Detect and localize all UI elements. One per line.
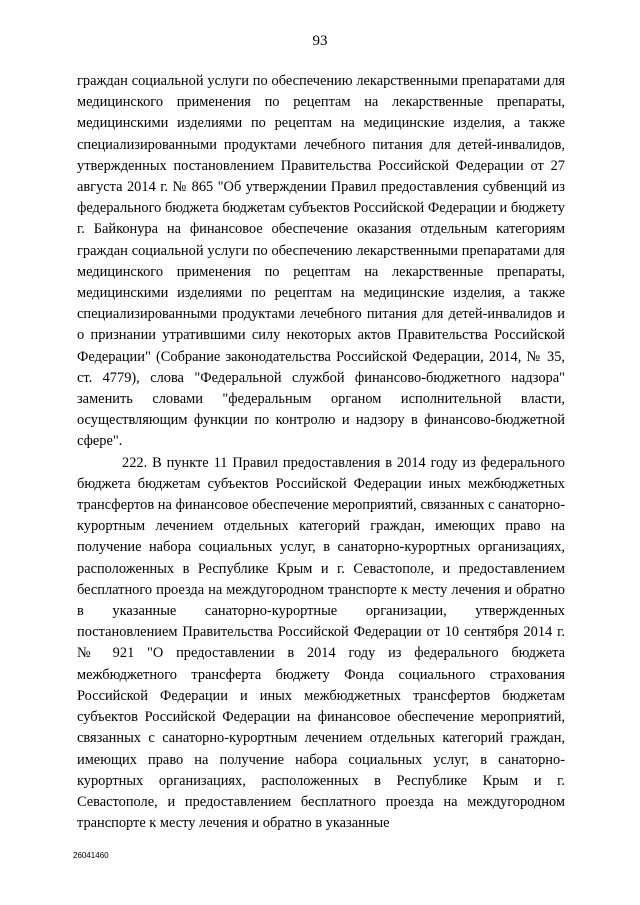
paragraph-continuation: граждан социальной услуги по обеспечению лекарственными препаратами для медицинского применения по рецептам на лекарственные препараты, медицинскими изделиями по рецептам на медицинские изделия, а также специализированными продуктами лечебного питания для детей-инвалидов, утвержденных постановлением Правительства Российской Федерации от 27 августа 2014 г. № 865 "Об утверждении Правил предоставления субвенций из федерального бюджета бюджетам субъектов Российской Федерации и бюджету г. Байконура на финансовое обеспечение оказания отдельным категориям граждан социальной услуги по обеспечению лекарственными препаратами для медицинского применения по рецептам на лекарственные препараты, медицинскими изделиями по рецептам на медицинские изделия, а также специализированными продуктами лечебного питания для детей-инвалидов и о признании утратившими силу некоторых актов Правительства Российской Федерации" (Собрание законодательства Российской Федерации, 2014, № 35, ст. 4779), слова "Федеральной службой финансово-бюджетного надзора" заменить словами "федеральным органом исполнительной власти, осуществляющим функции по контролю и надзору в финансово-бюджетной сфере".	[77, 73, 565, 450]
page-number: 93	[312, 33, 328, 49]
paragraph-item-222: 222. В пункте 11 Правил предоставления в 2014 году из федерального бюджета бюджетам субъектов Российской Федерации иных межбюджетных трансфертов на финансовое обеспечение мероприятий, связанных с санаторно-курортным лечением отдельных категорий граждан, имеющих право на получение набора социальных услуг, в санаторно-курортных организациях, расположенных в Республике Крым и г. Севастополе, и предоставлением бесплатного проезда на междугородном транспорте к месту лечения и обратно в указанные санаторно-курортные организации, утвержденных постановлением Правительства Российской Федерации от 10 сентября 2014 г. № 921 "О предоставлении в 2014 году из федерального бюджета межбюджетного трансферта бюджету Фонда социального страхования Российской Федерации и иных межбюджетных трансфертов бюджетам субъектов Российской Федерации на финансовое обеспечение мероприятий, связанных с санаторно-курортным лечением отдельных категорий граждан, имеющих право на получение набора социальных услуг, в санаторно-курортных организациях, расположенных в Республике Крым и г. Севастополе, и предоставлением бесплатного проезда на междугородном транспорте к месту лечения и обратно в указанные	[77, 454, 565, 832]
document-body	[77, 71, 565, 834]
document-code: 26041460	[73, 851, 109, 860]
